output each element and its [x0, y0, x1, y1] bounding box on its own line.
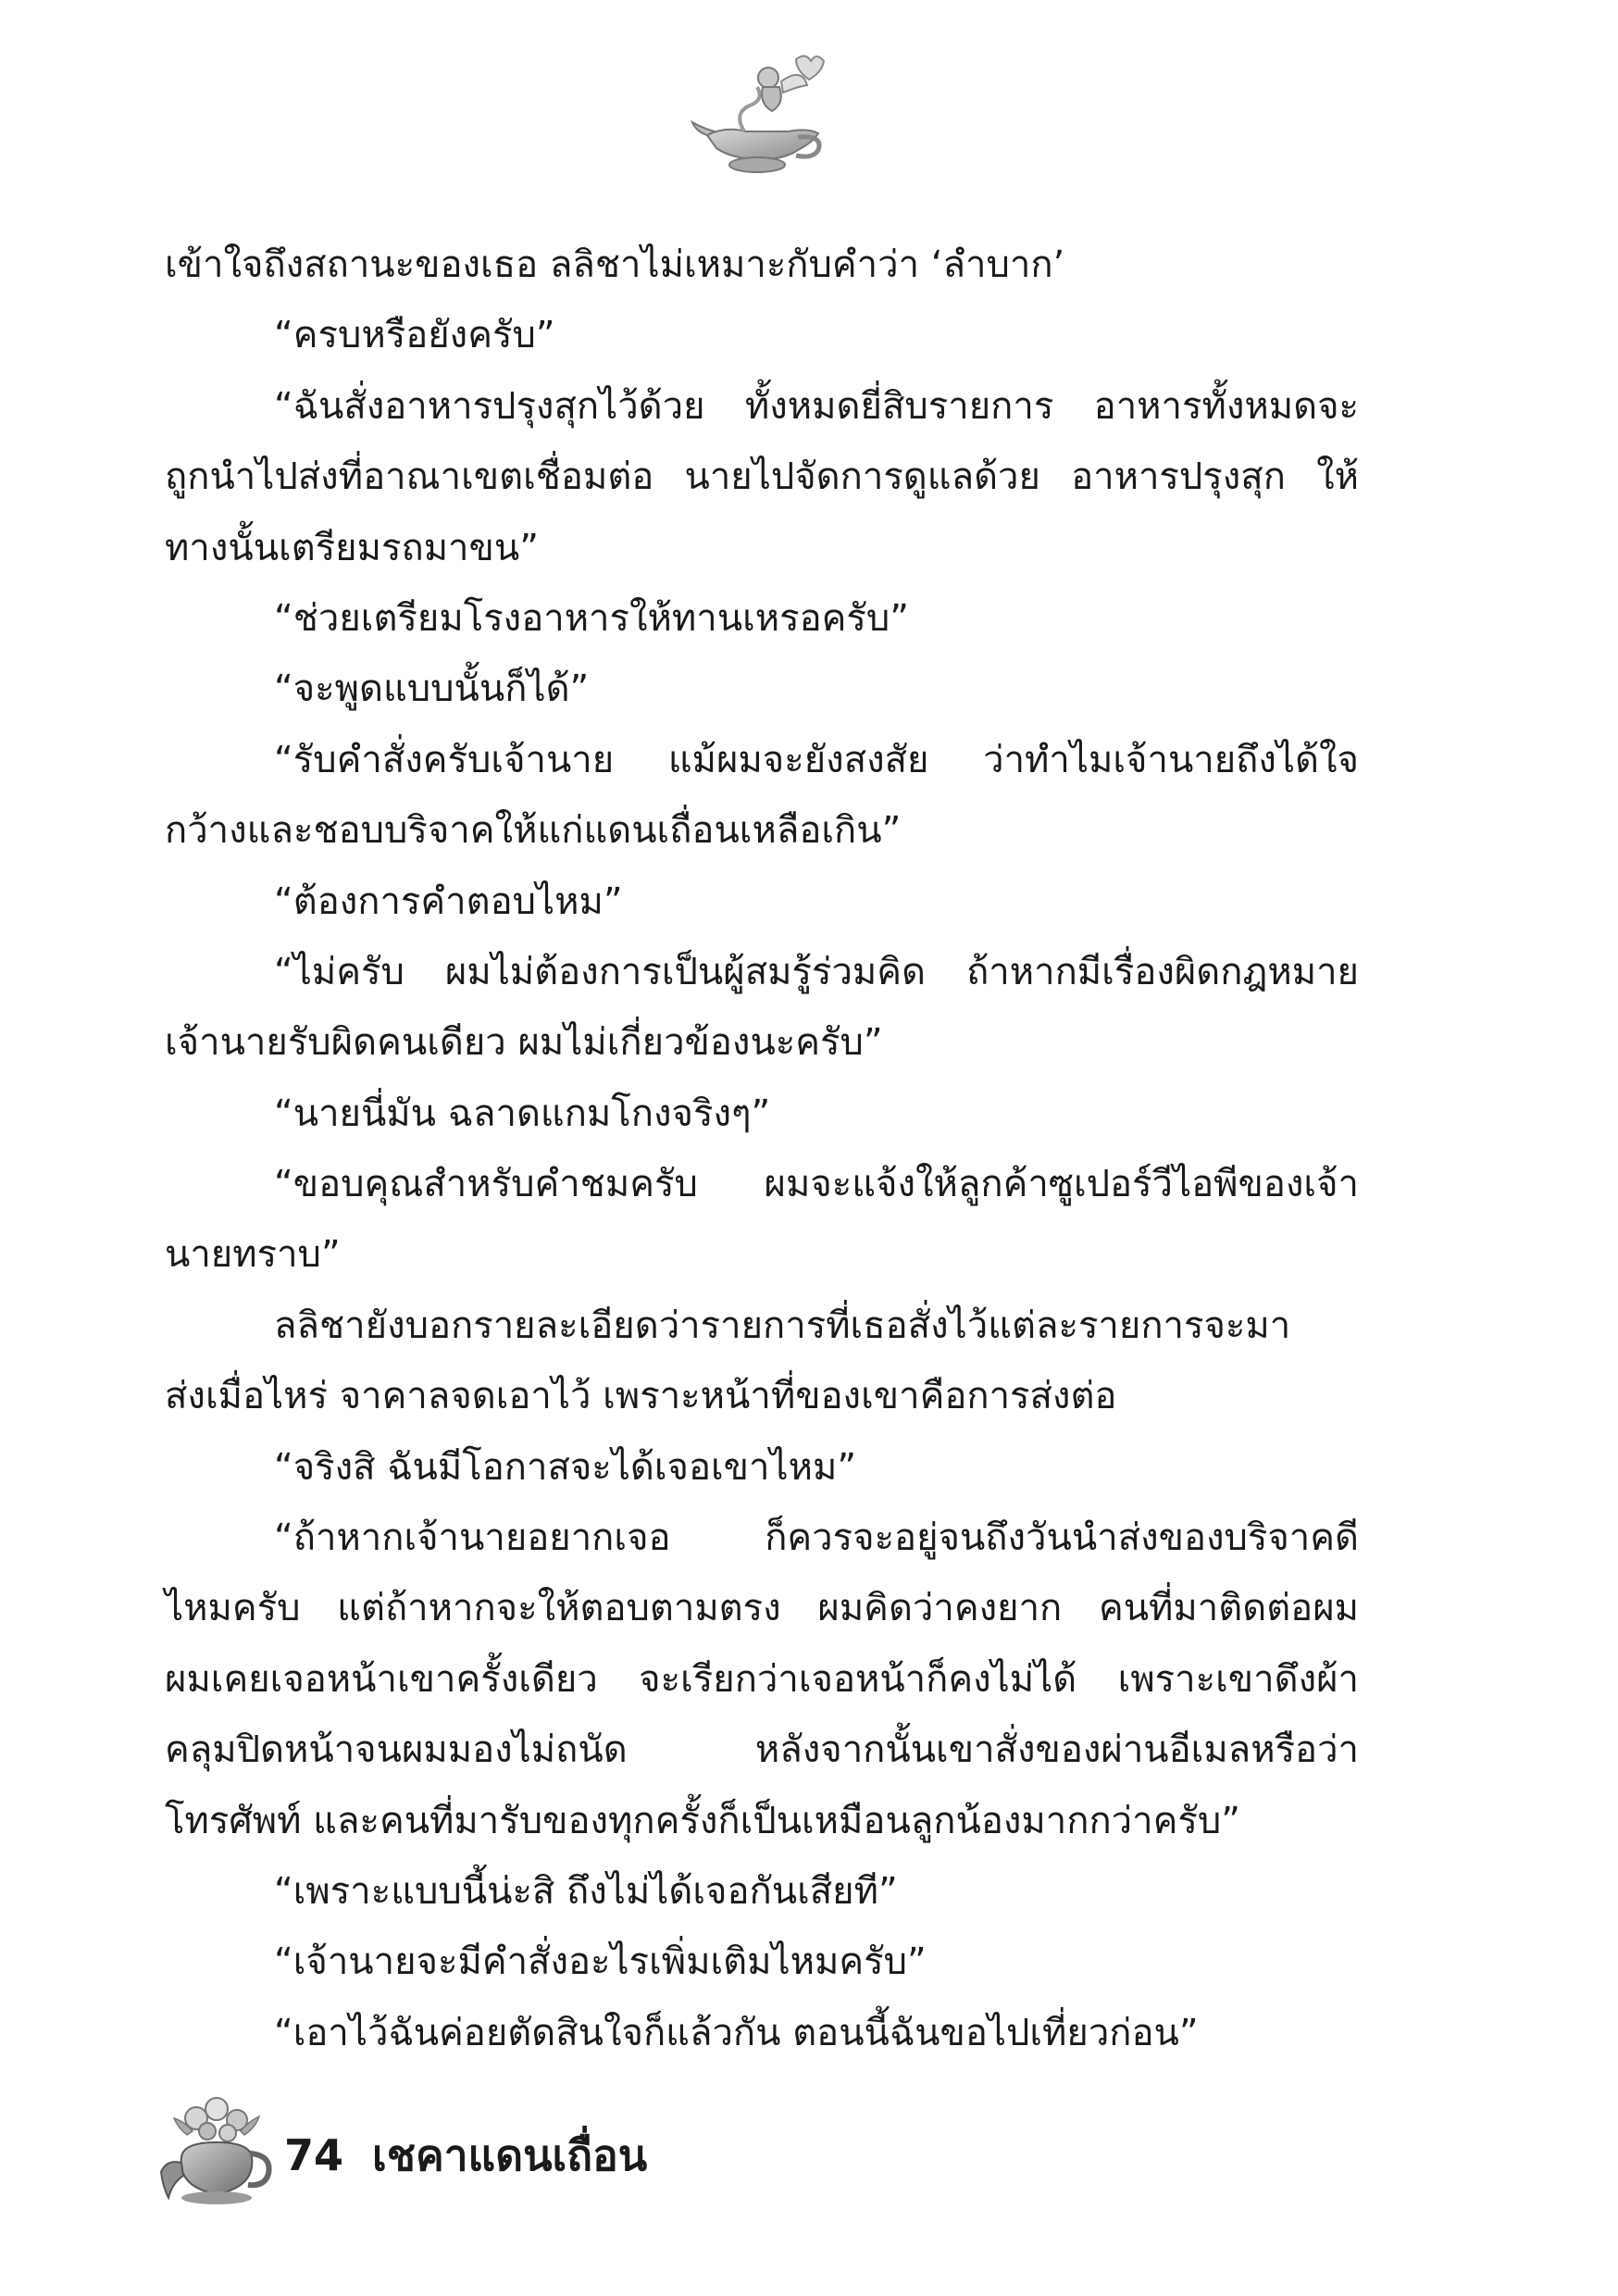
cherub-teapot-ornament-icon [689, 54, 828, 179]
text-line: “ถ้าหากเจ้านายอยากเจอ ก็ควรจะอยู่จนถึงวันนำส่งของบริจาคดี [274, 1516, 1359, 1560]
text-line: “จริงสิ ฉันมีโอกาสจะได้เจอเขาไหม” [274, 1445, 857, 1489]
text-line: “เพราะแบบนี้น่ะสิ ถึงไม่ได้เจอกันเสียที” [274, 1869, 898, 1913]
text-line: เจ้านายรับผิดคนเดียว ผมไม่เกี่ยวข้องนะครับ” [165, 1021, 883, 1065]
text-line: โทรศัพท์ และคนที่มารับของทุกครั้งก็เป็นเหมือนลูกน้องมากกว่าครับ” [165, 1799, 1240, 1842]
book-title: เชคาแดนเถื่อน [372, 2130, 648, 2180]
text-line: นายทราบ” [165, 1233, 341, 1277]
text-line: “ไม่ครับ ผมไม่ต้องการเป็นผู้สมรู้ร่วมคิด ถ้าหากมีเรื่องผิดกฎหมาย [274, 950, 1359, 993]
text-line: “ครบหรือยังครับ” [274, 314, 555, 357]
text-line: “เจ้านายจะมีคำสั่งอะไรเพิ่มเติมไหมครับ” [274, 1940, 927, 1984]
text-line: ผมเคยเจอหน้าเขาครั้งเดียว จะเรียกว่าเจอหน้าก็คงไม่ได้ เพราะเขาดึงผ้า [165, 1657, 1359, 1701]
flower-teapot-ornament-icon [159, 2094, 275, 2210]
text-line: ทางนั้นเตรียมรถมาขน” [165, 526, 539, 569]
text-line: เข้าใจถึงสถานะของเธอ ลลิชาไม่เหมาะกับคำว่า ‘ลำบาก’ [165, 243, 1065, 286]
text-line: ไหมครับ แต่ถ้าหากจะให้ตอบตามตรง ผมคิดว่าคงยาก คนที่มาติดต่อผม [165, 1587, 1359, 1630]
page-footer [159, 2094, 807, 2215]
body-text [165, 230, 1359, 2068]
text-line: ลลิชายังบอกรายละเอียดว่ารายการที่เธอสั่งไว้แต่ละรายการจะมา [274, 1304, 1291, 1347]
text-line: ถูกนำไปส่งที่อาณาเขตเชื่อมต่อ นายไปจัดการดูแลด้วย อาหารปรุงสุก ให้ [165, 455, 1359, 499]
text-line: “ขอบคุณสำหรับคำชมครับ ผมจะแจ้งให้ลูกค้าซูเปอร์วีไอพีของเจ้า [274, 1163, 1359, 1206]
text-line: คลุมปิดหน้าจนผมมองไม่ถนัด หลังจากนั้นเขาสั่งของผ่านอีเมลหรือว่า [165, 1728, 1359, 1772]
text-line: ส่งเมื่อไหร่ จาคาลจดเอาไว้ เพราะหน้าที่ของเขาคือการส่งต่อ [165, 1375, 1117, 1418]
text-line: “ฉันสั่งอาหารปรุงสุกไว้ด้วย ทั้งหมดยี่สิบรายการ อาหารทั้งหมดจะ [274, 384, 1359, 428]
text-line: “รับคำสั่งครับเจ้านาย แม้ผมจะยังสงสัย ว่าทำไมเจ้านายถึงได้ใจ [274, 738, 1359, 781]
text-line: “ต้องการคำตอบไหม” [274, 880, 623, 923]
text-line: “เอาไว้ฉันค่อยตัดสินใจก็แล้วกัน ตอนนี้ฉันขอไปเที่ยวก่อน” [274, 2011, 1199, 2054]
text-line: “จะพูดแบบนั้นก็ได้” [274, 668, 590, 711]
text-line: “ช่วยเตรียมโรงอาหารให้ทานเหรอครับ” [274, 596, 909, 640]
text-line: “นายนี่มัน ฉลาดแกมโกงจริงๆ” [274, 1092, 771, 1135]
text-line: กว้างและชอบบริจาคให้แก่แดนเถื่อนเหลือเกิน” [165, 809, 902, 853]
page-number: 74 [284, 2130, 344, 2180]
